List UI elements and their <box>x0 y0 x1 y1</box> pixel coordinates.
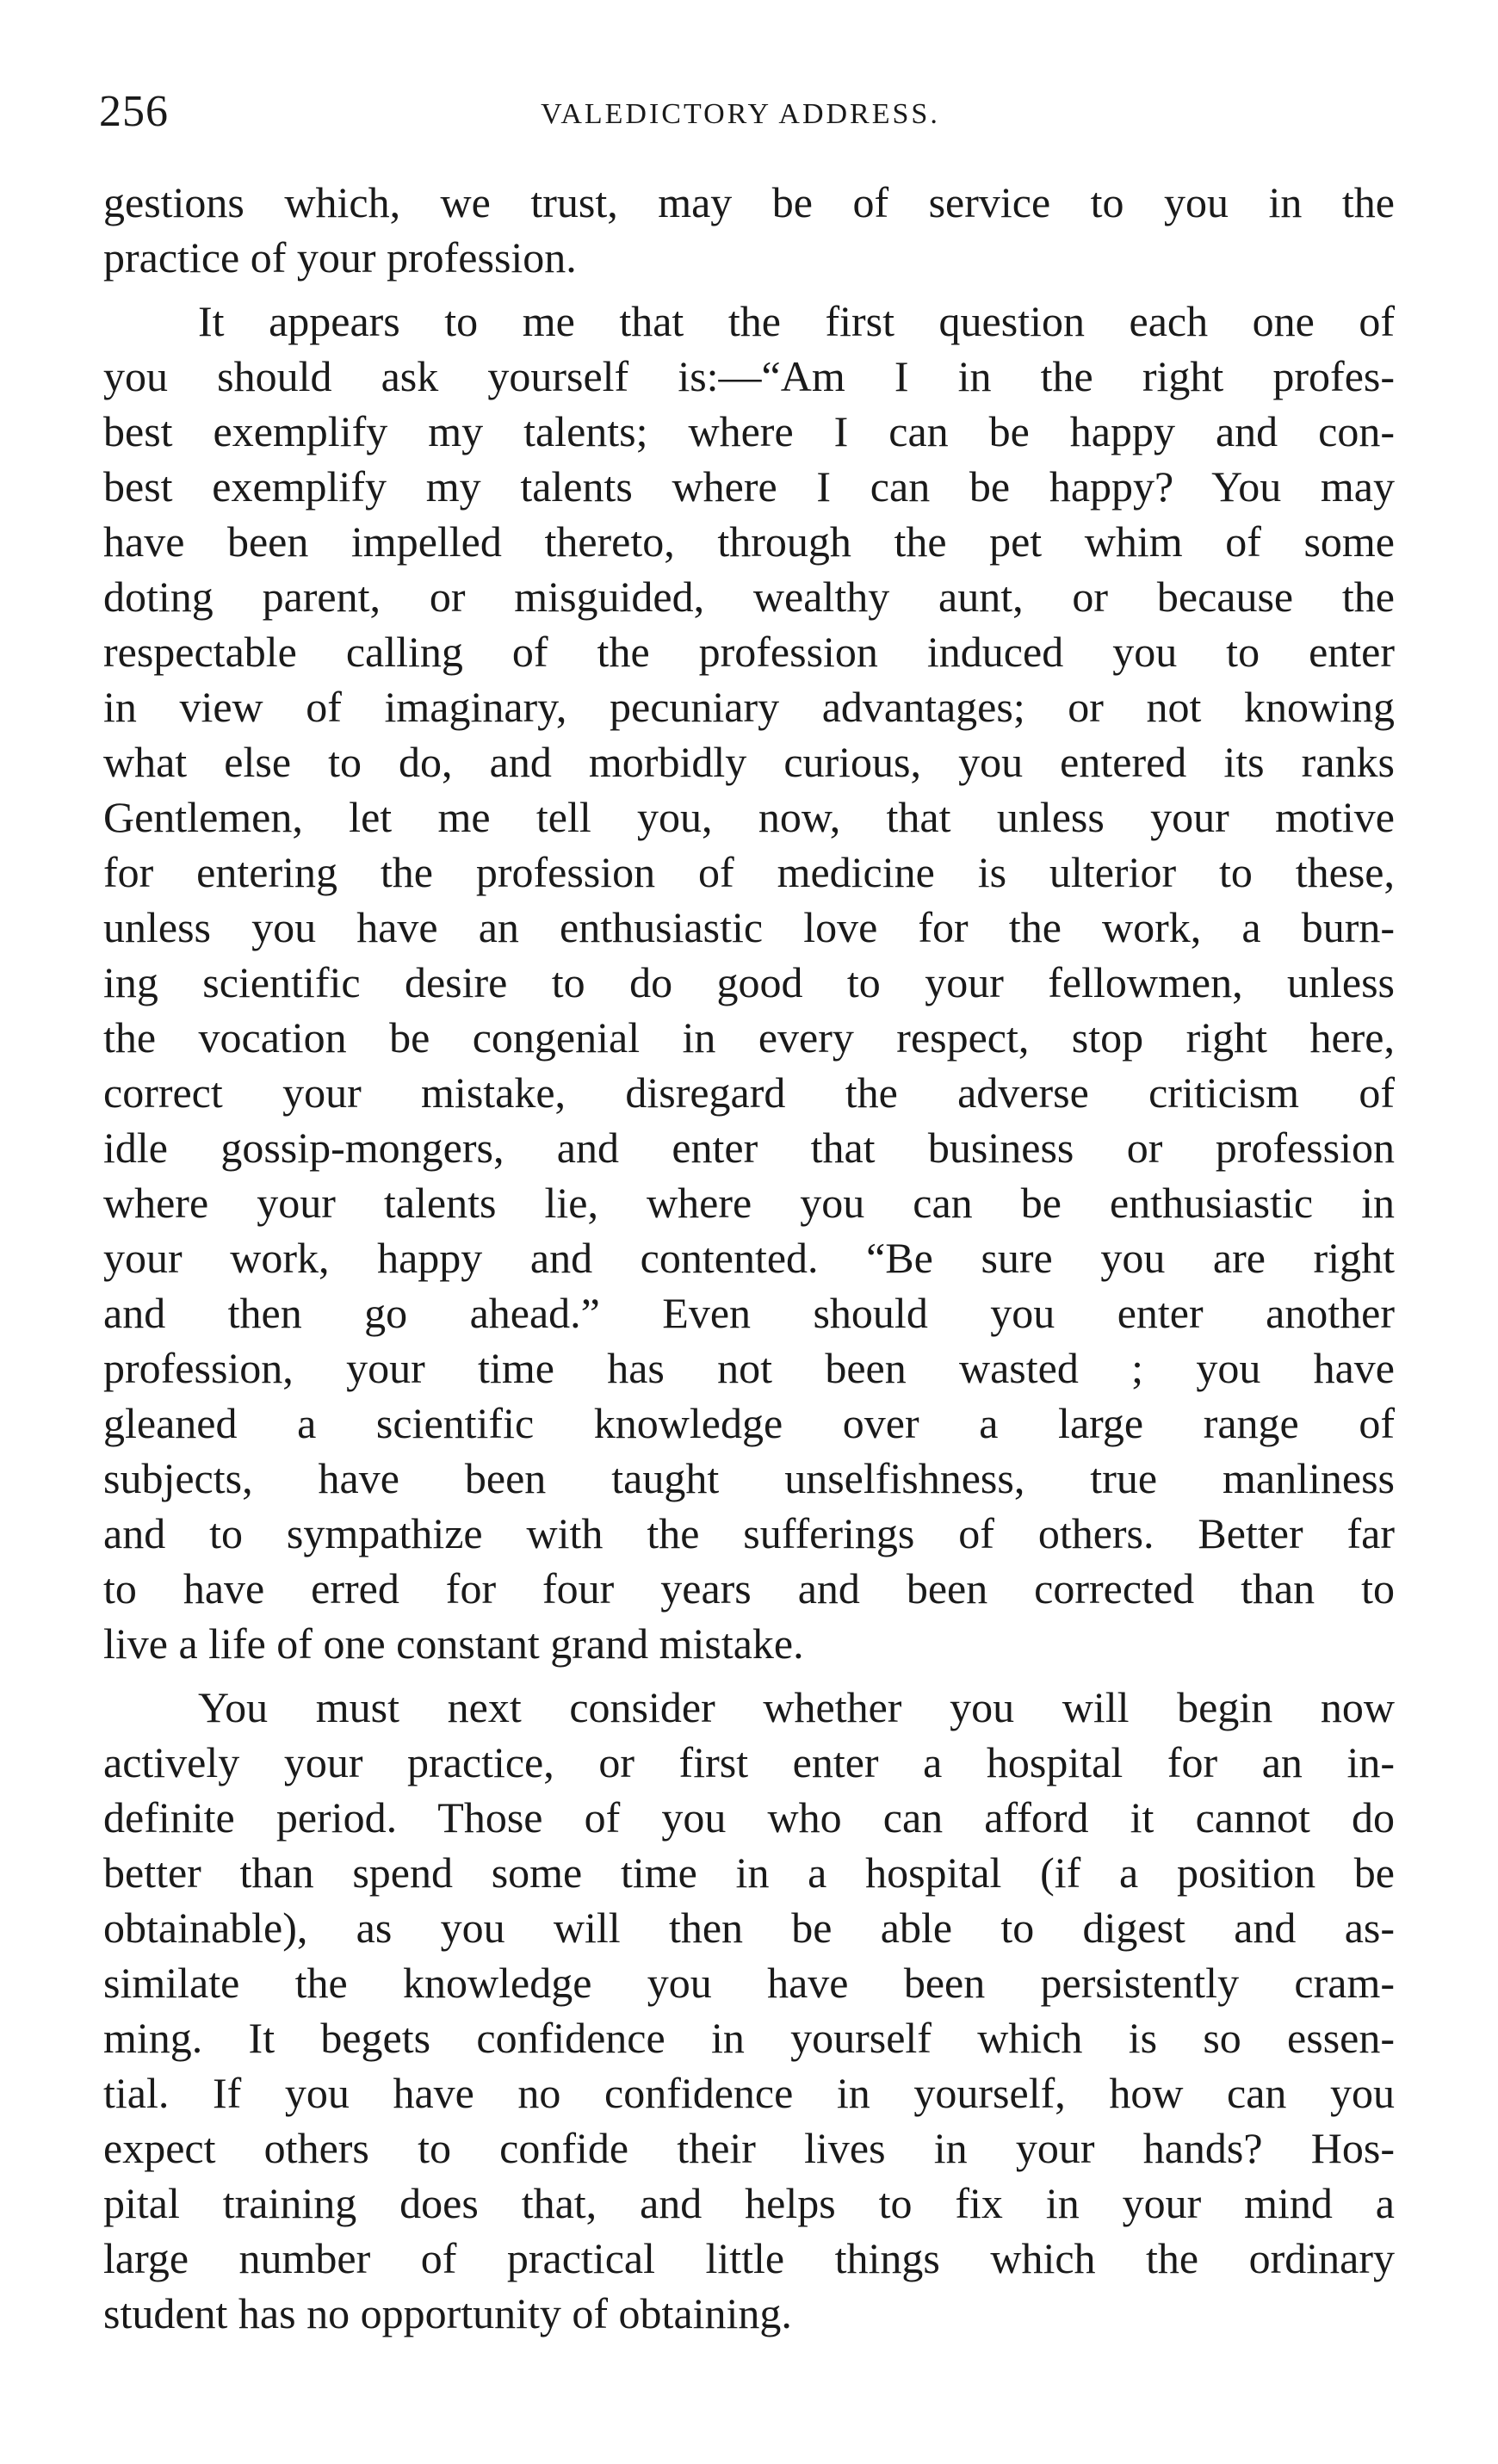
paragraph-2 <box>103 294 1395 1671</box>
page-number: 256 <box>99 87 169 136</box>
text-line: tial. If you have no confidence in yourself, how can you <box>103 2069 1395 2117</box>
text-line: best exemplify my talents; where I can be happy and con- <box>103 407 1395 455</box>
text-line: large number of practical little things which the ordinary <box>103 2234 1395 2282</box>
text-line: expect others to confide their lives in your hands? Hos- <box>103 2124 1395 2172</box>
text-line: idle gossip-mongers, and enter that business or profession <box>103 1124 1395 1172</box>
running-title: VALEDICTORY ADDRESS. <box>541 98 940 130</box>
text-line: student has no opportunity of obtaining. <box>103 2289 792 2337</box>
page-header <box>99 86 1382 146</box>
text-line: gestions which, we trust, may be of service to you in the <box>103 178 1395 226</box>
text-line: to have erred for four years and been corrected than to <box>103 1564 1395 1613</box>
text-line: in view of imaginary, pecuniary advantages; or not knowing <box>103 683 1395 731</box>
text-line: respectable calling of the profession induced you to enter <box>103 628 1395 676</box>
text-line: and then go ahead.” Even should you enter another <box>103 1289 1395 1337</box>
text-line: gleaned a scientific knowledge over a large range of <box>103 1399 1395 1447</box>
text-line: live a life of one constant grand mistake. <box>103 1619 804 1668</box>
text-line: correct your mistake, disregard the adverse criticism of <box>103 1068 1395 1117</box>
text-line: the vocation be congenial in every respect, stop right here, <box>103 1013 1395 1062</box>
text-line: ing scientific desire to do good to your fellowmen, unless <box>103 958 1395 1006</box>
text-line: subjects, have been taught unselfishness, true manliness <box>103 1454 1395 1502</box>
text-line: best exemplify my talents where I can be happy? You may <box>103 462 1395 511</box>
text-line: actively your practice, or first enter a hospital for an in- <box>103 1738 1395 1786</box>
text-line: similate the knowledge you have been persistently cram- <box>103 1959 1395 2007</box>
text-line: your work, happy and contented. “Be sure you are right <box>103 1234 1395 1282</box>
text-line: better than spend some time in a hospital (if a position be <box>103 1848 1395 1897</box>
paragraph-3 <box>103 1680 1395 2341</box>
text-line: where your talents lie, where you can be enthusiastic in <box>103 1179 1395 1227</box>
body-text <box>103 175 1395 2341</box>
text-line: for entering the profession of medicine is ulterior to these, <box>103 848 1395 896</box>
text-line: unless you have an enthusiastic love for the work, a burn- <box>103 903 1395 951</box>
paragraph-1 <box>103 175 1395 285</box>
text-line: and to sympathize with the sufferings of others. Better far <box>103 1509 1395 1557</box>
text-line: profession, your time has not been wasted ; you have <box>103 1344 1395 1392</box>
text-line: It appears to me that the first question each one of <box>198 297 1395 345</box>
text-line: obtainable), as you will then be able to digest and as- <box>103 1904 1395 1952</box>
text-line: ming. It begets confidence in yourself which is so essen- <box>103 2014 1395 2062</box>
text-line: You must next consider whether you will begin now <box>198 1683 1395 1731</box>
text-line: practice of your profession. <box>103 233 577 282</box>
text-line: Gentlemen, let me tell you, now, that unless your motive <box>103 793 1395 841</box>
text-line: what else to do, and morbidly curious, you entered its ranks <box>103 738 1395 786</box>
text-line: definite period. Those of you who can afford it cannot do <box>103 1793 1395 1842</box>
text-line: pital training does that, and helps to fix in your mind a <box>103 2179 1395 2227</box>
text-line: you should ask yourself is:—“Am I in the right profes- <box>103 352 1395 400</box>
text-line: have been impelled thereto, through the pet whim of some <box>103 517 1395 566</box>
text-line: doting parent, or misguided, wealthy aunt, or because the <box>103 573 1395 621</box>
